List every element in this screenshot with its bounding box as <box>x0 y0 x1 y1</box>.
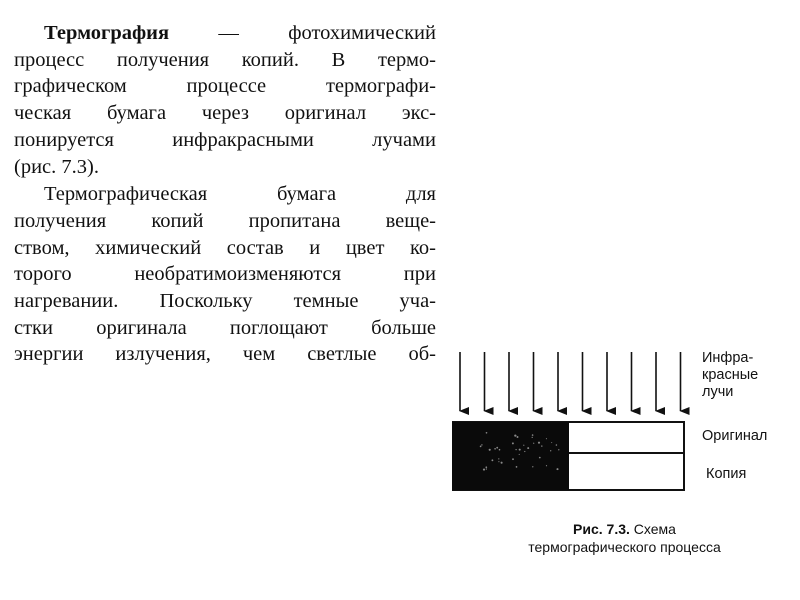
speckle <box>515 449 516 450</box>
speckle <box>532 466 533 467</box>
text-line: стки оригинала поглощают больше <box>14 316 436 339</box>
speckle <box>523 445 524 446</box>
speckle <box>498 458 499 459</box>
text-line: графическом процессе термографи- <box>14 75 436 98</box>
speckle <box>516 466 518 468</box>
speckle <box>533 443 534 444</box>
label-infrared-rays <box>702 350 797 401</box>
speckle <box>551 442 552 443</box>
dark-area <box>452 422 569 490</box>
speckle <box>481 444 482 445</box>
speckle <box>519 454 520 455</box>
speckle <box>499 449 501 451</box>
label-original: Оригинал <box>702 428 768 444</box>
speckle <box>514 435 516 437</box>
speckle <box>556 444 558 446</box>
speckle <box>486 468 487 469</box>
speckle <box>489 449 491 451</box>
text-line: получения копий пропитана веще- <box>14 209 436 232</box>
figure-caption <box>452 520 797 556</box>
label-rays-line: Инфра- <box>702 350 754 366</box>
speckle <box>512 458 514 460</box>
text-line <box>14 20 436 47</box>
paragraph-2 <box>14 181 436 368</box>
speckle <box>498 461 499 462</box>
text-line: (рис. 7.3). <box>14 155 99 178</box>
text-line: Термографическая бумага для <box>44 183 436 206</box>
term-heading: Термография <box>44 22 170 44</box>
body-text <box>14 20 436 368</box>
speckle <box>512 442 514 444</box>
speckle <box>538 442 540 444</box>
caption-title-line2: термографического процесса <box>528 539 721 555</box>
infrared-rays <box>460 352 681 411</box>
label-rays-line: красные <box>702 367 759 383</box>
speckle <box>496 447 498 449</box>
speckle <box>485 466 487 468</box>
thermography-diagram <box>452 350 702 500</box>
text-line: ческая бумага через оригинал экс- <box>14 102 436 125</box>
speckle <box>501 462 503 464</box>
speckle <box>494 448 496 450</box>
label-copy: Копия <box>706 466 747 482</box>
speckle <box>550 450 551 451</box>
speckle <box>539 457 541 459</box>
speckle <box>519 449 521 451</box>
speckle <box>524 451 525 452</box>
speckle <box>546 438 547 439</box>
speckle <box>541 445 542 446</box>
text-line: торого необратимоизменяются при <box>14 263 436 286</box>
caption-title: Схема <box>629 521 676 537</box>
speckle <box>483 469 485 471</box>
speckle <box>532 434 534 436</box>
speckle <box>558 449 559 450</box>
caption-number: Рис. 7.3. <box>573 521 630 537</box>
speckle <box>527 447 529 449</box>
speckle <box>480 446 482 448</box>
text-line: процесс получения копий. В термо- <box>14 48 436 71</box>
speckle <box>546 465 547 466</box>
label-rays-line: лучи <box>702 384 734 400</box>
paragraph-1 <box>14 20 436 180</box>
text-line-fragment: — фотохимический <box>169 22 436 44</box>
speckle <box>491 459 493 461</box>
speckle <box>532 437 533 438</box>
text-line: ством, химический состав и цвет ко- <box>14 236 436 259</box>
text-line: понируется инфракрасными лучами <box>14 128 436 151</box>
speckle <box>486 432 488 434</box>
text-line: нагревании. Поскольку темные уча- <box>14 290 436 313</box>
text-line: энергии излучения, чем светлые об- <box>14 343 436 366</box>
speckle <box>556 468 558 470</box>
figure-7-3 <box>452 350 797 570</box>
speckle <box>517 436 519 438</box>
